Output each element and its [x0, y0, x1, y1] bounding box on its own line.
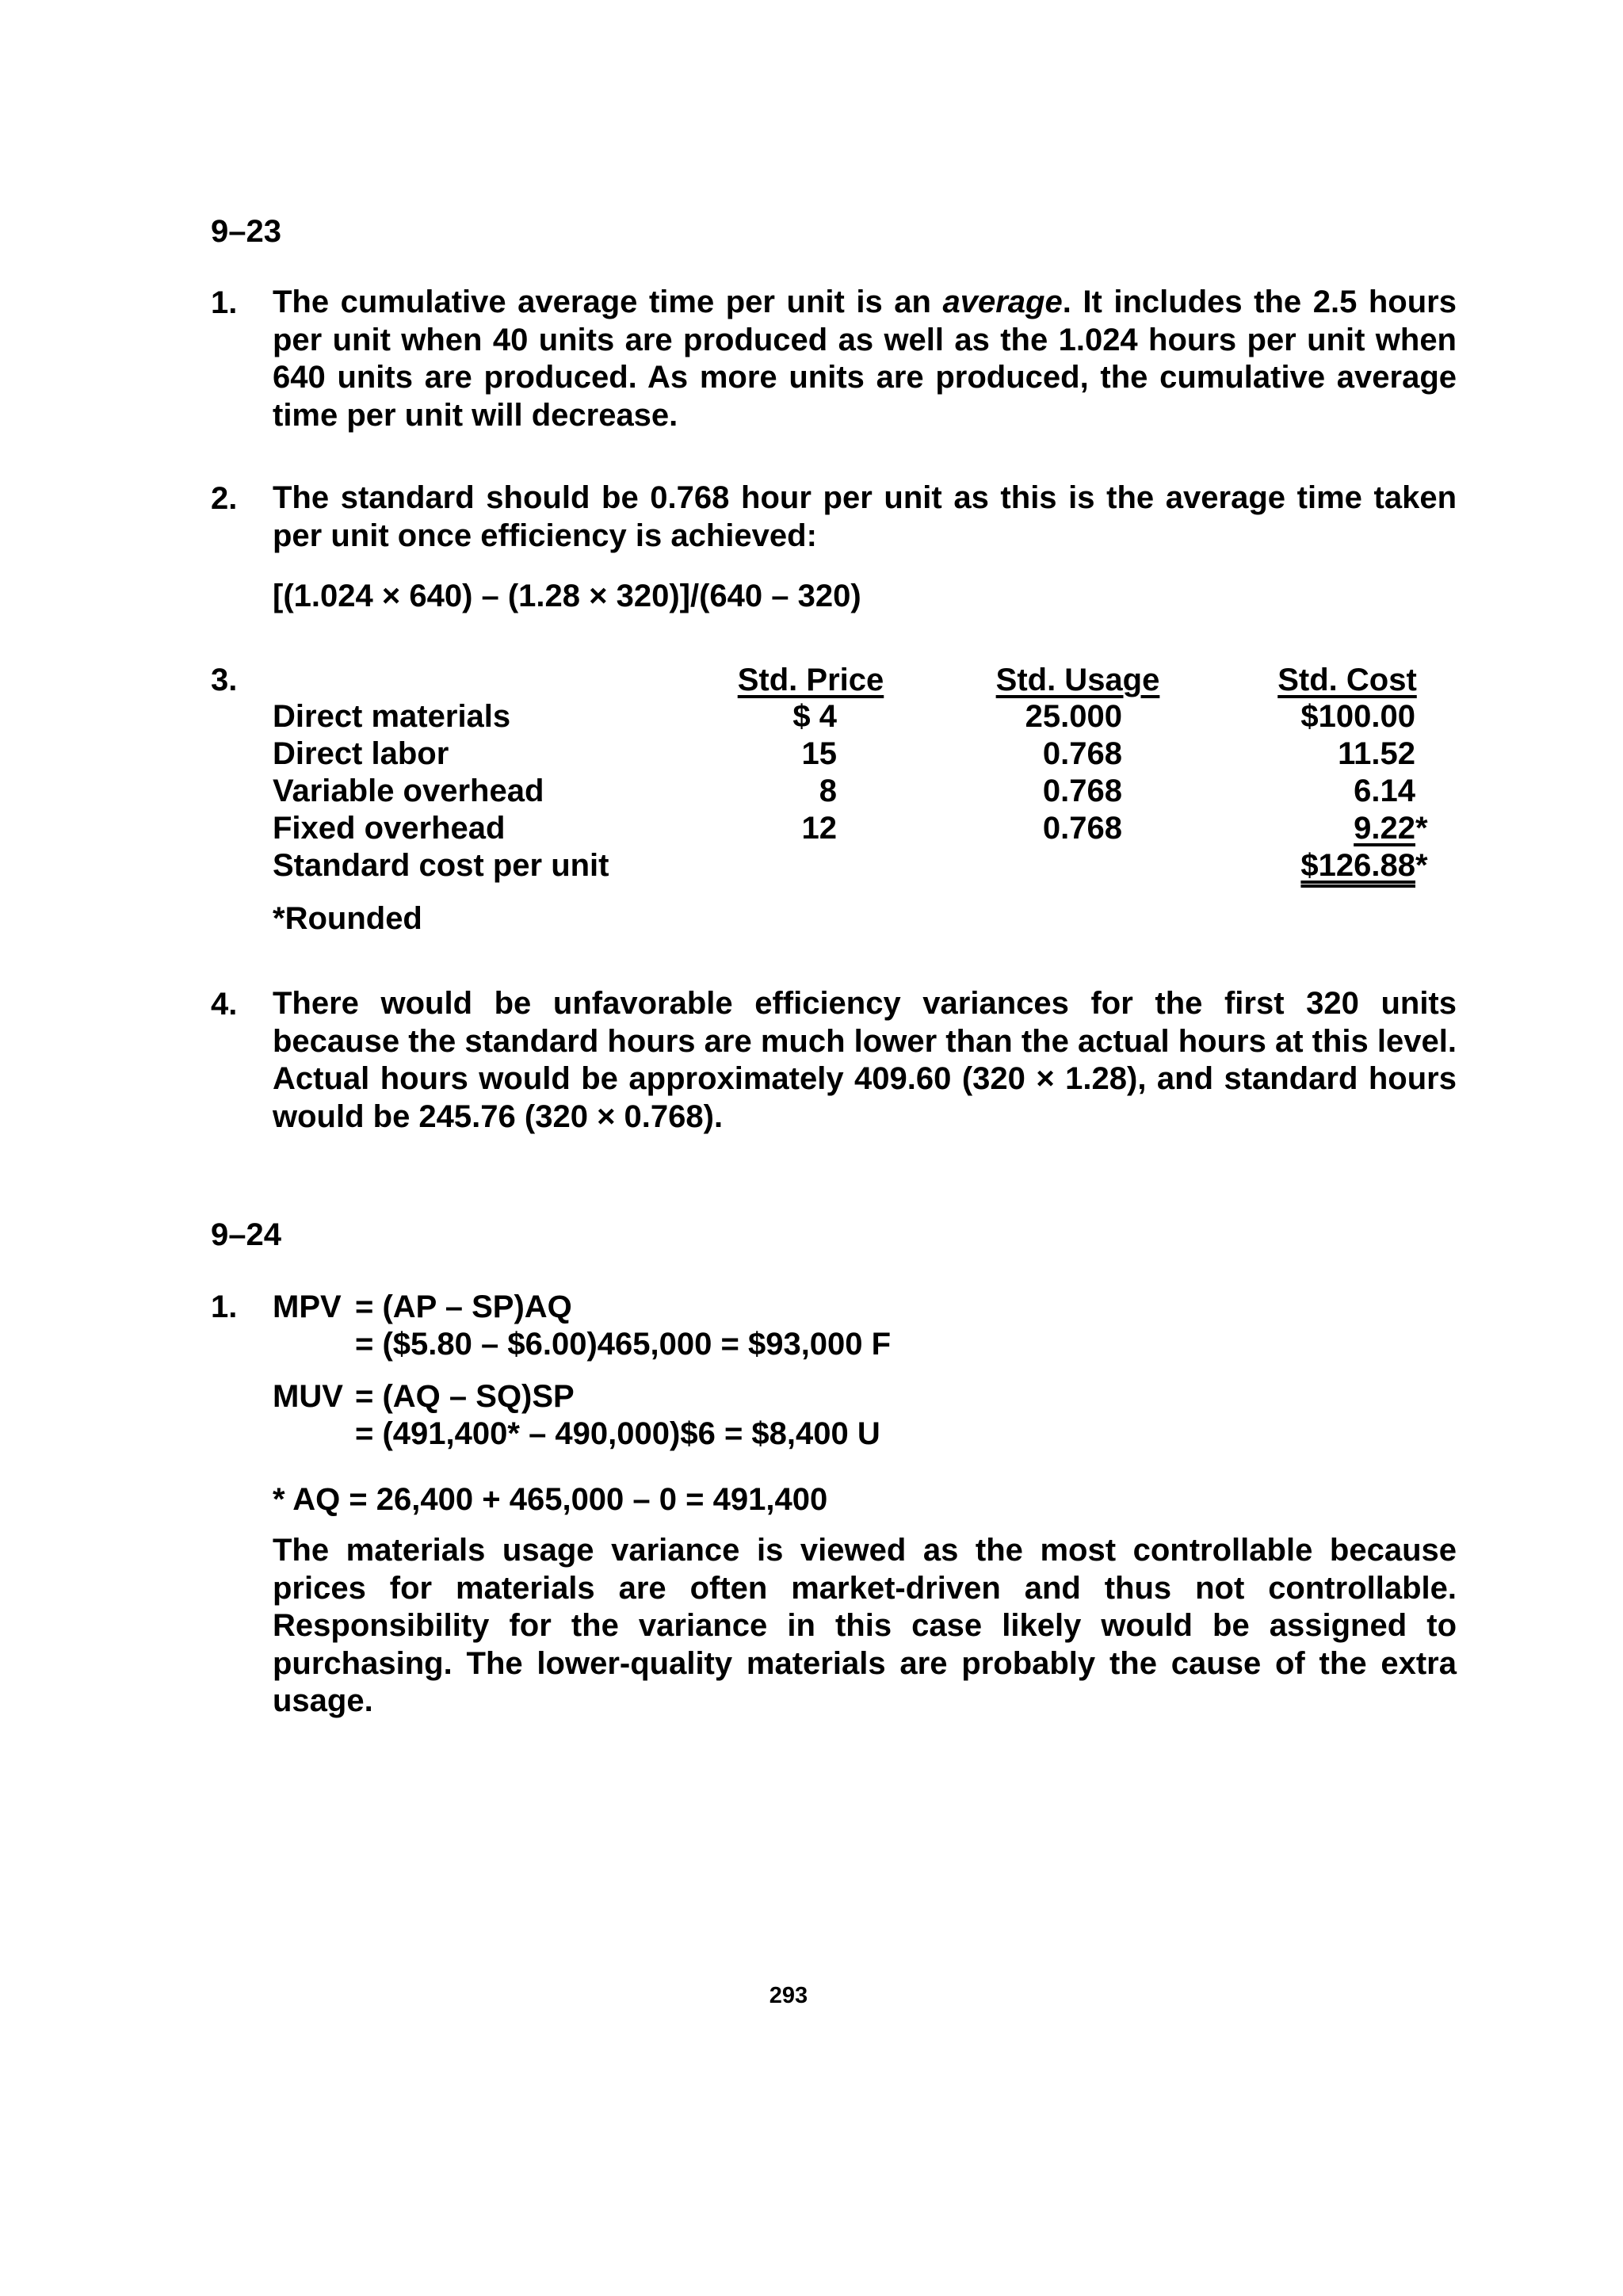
- item-1-text-after: . It includes the 2.5 hours per unit when 40 units are produced as well as the 1.024 hours per unit when 640 units are produced. As more units are produced, the cumulative average time per unit will decrease.: [273, 285, 1457, 433]
- table-row-cost: 6.14: [1354, 774, 1415, 808]
- mpv-label: MPV: [273, 1289, 342, 1324]
- item-number: 4.: [211, 987, 238, 1022]
- fixed-overhead-cost-value: 9.22: [1354, 811, 1415, 846]
- header-std-cost: Std. Cost: [1277, 663, 1417, 697]
- item-number: 3.: [211, 663, 238, 697]
- rounded-mark: *: [1415, 811, 1428, 846]
- total-label: Standard cost per unit: [273, 848, 609, 883]
- mpv-formula: = (AP – SP)AQ: [355, 1289, 572, 1324]
- page-number: 293: [769, 1983, 808, 2008]
- table-row-cost: $100.00: [1300, 699, 1415, 734]
- item-number: 1.: [211, 1289, 238, 1324]
- mpv-calculation: = ($5.80 – $6.00)465,000 = $93,000 F: [355, 1327, 892, 1362]
- item-1-text-italic: average: [942, 285, 1063, 319]
- section-heading-9-24: 9–24: [211, 1217, 281, 1252]
- item-4-paragraph: There would be unfavorable efficiency variances for the first 320 units because the standard hours are much lower than the actual hours at this level. Actual hours would be approximately 409.60 (320 × 1.28), and standard hours would be 245.76 (320 × 0.768).: [273, 986, 1457, 1134]
- table-row-cost: [1252, 811, 1415, 846]
- muv-formula: = (AQ – SQ)SP: [355, 1379, 575, 1414]
- table-row-price: 12: [801, 811, 837, 846]
- muv-label: MUV: [273, 1379, 343, 1414]
- rounded-mark: *: [1415, 848, 1428, 883]
- table-row-label: Fixed overhead: [273, 811, 506, 846]
- item-1-paragraph: [273, 284, 1457, 434]
- aq-footnote: * AQ = 26,400 + 465,000 – 0 = 491,400: [273, 1482, 828, 1517]
- table-row-usage: 0.768: [1042, 811, 1122, 846]
- total-cost: $126.88: [1300, 848, 1415, 883]
- table-row-usage: 0.768: [1042, 774, 1122, 808]
- table-row-usage: 0.768: [1042, 736, 1122, 771]
- table-row-price: $ 4: [792, 699, 837, 734]
- table-row-label: Variable overhead: [273, 774, 544, 808]
- item-2-formula: [(1.024 × 640) – (1.28 × 320)]/(640 – 320): [273, 579, 861, 613]
- table-row-usage: 25.000: [1025, 699, 1122, 734]
- table-row-cost: 11.52: [1338, 736, 1415, 771]
- table-row-label: Direct materials: [273, 699, 511, 734]
- item-number: 2.: [211, 481, 238, 516]
- item-2-paragraph: The standard should be 0.768 hour per unit as this is the average time taken per unit once efficiency is achieved:: [273, 480, 1457, 553]
- table-row-price: 8: [819, 774, 837, 808]
- table-row-price: 15: [801, 736, 837, 771]
- table-row-label: Direct labor: [273, 736, 449, 771]
- item-9-24-1-paragraph: The materials usage variance is viewed as the most controllable because prices for materials are often market-driven and thus not controllable. Responsibility for the variance in this case likely would be assigned to purchasing. The lower-quality materials are probably the cause of the extra usage.: [273, 1533, 1457, 1718]
- rounded-note: *Rounded: [273, 901, 422, 936]
- muv-calculation: = (491,400* – 490,000)$6 = $8,400 U: [355, 1416, 880, 1451]
- section-heading-9-23: 9–23: [211, 214, 281, 249]
- header-std-usage: Std. Usage: [995, 663, 1160, 697]
- header-std-price: Std. Price: [737, 663, 884, 697]
- item-1-text-before: The cumulative average time per unit is an: [273, 285, 943, 319]
- item-number: 1.: [211, 285, 238, 320]
